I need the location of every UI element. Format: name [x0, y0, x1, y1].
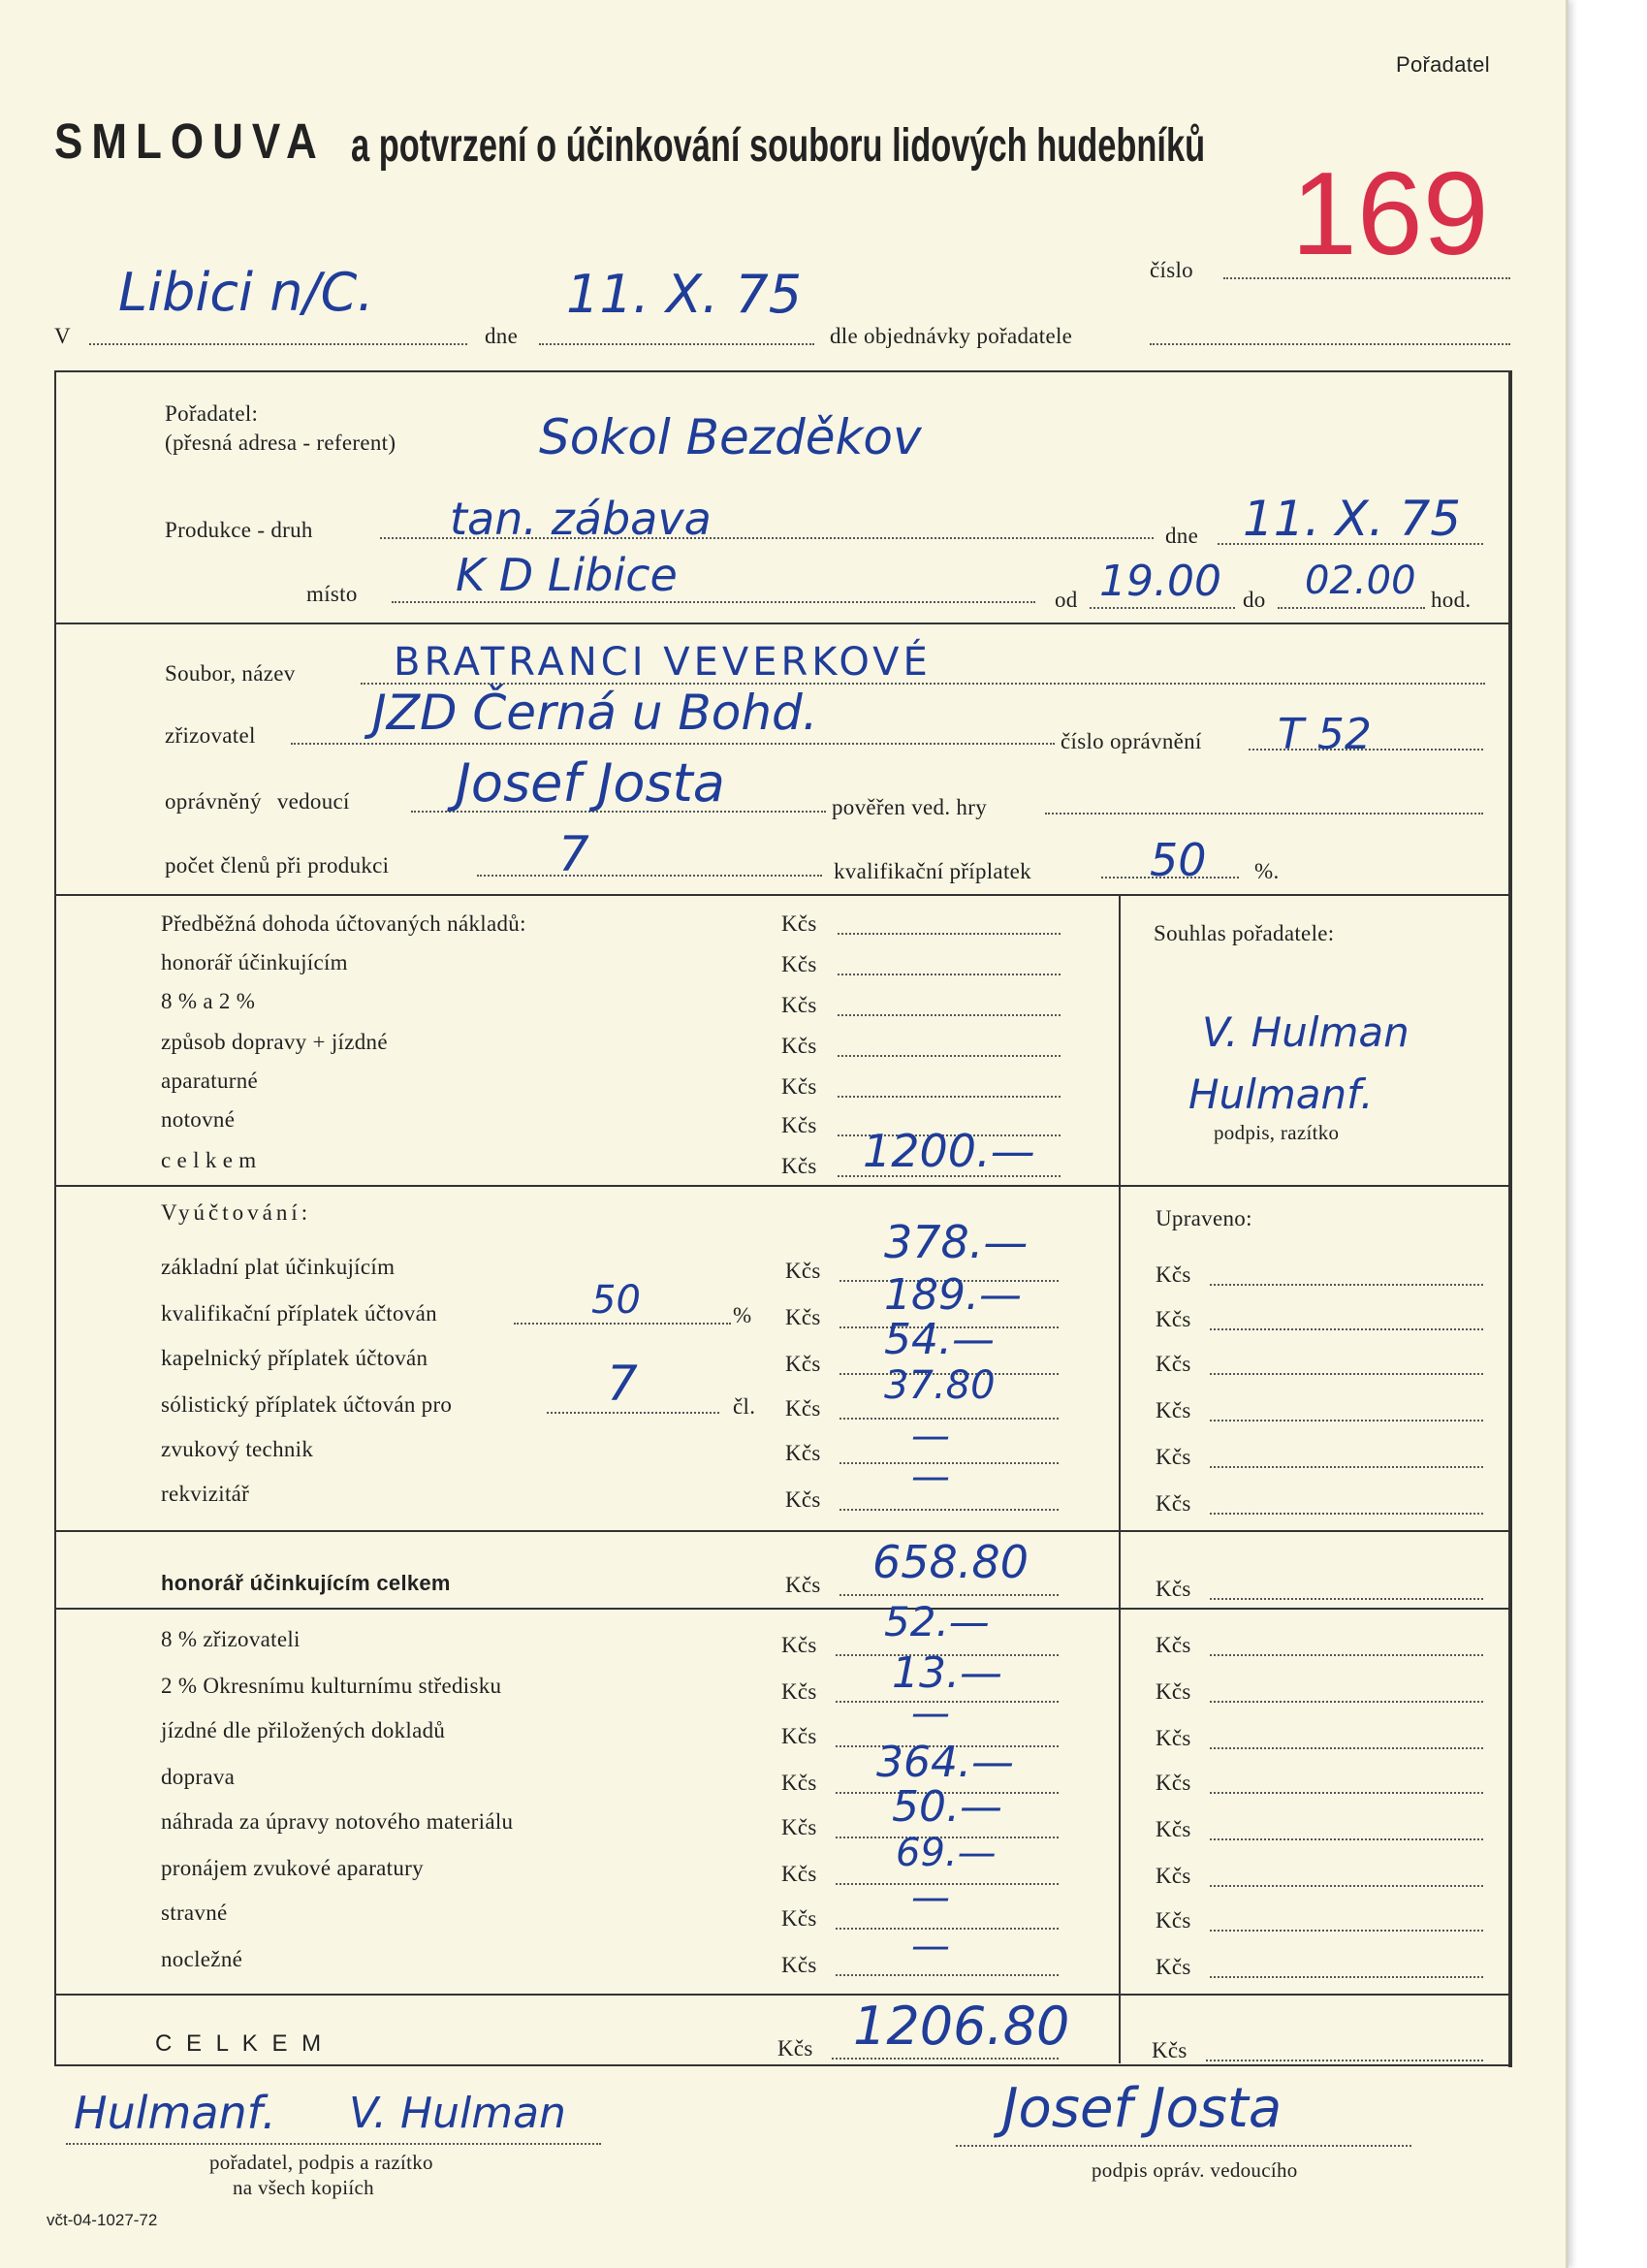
- od-label: od: [1055, 588, 1078, 612]
- predbezna-line-4: [838, 1096, 1061, 1098]
- naklady-currency-1: Kčs: [781, 1679, 817, 1704]
- naklady-upraveno-line-4: [1210, 1838, 1483, 1840]
- predbezna-currency-0: Kčs: [781, 911, 817, 936]
- vyuctovani-mid-1: 50: [591, 1278, 641, 1323]
- honorar-upraveno-line: [1210, 1598, 1483, 1600]
- vyuctovani-value-3: 37.80: [884, 1363, 996, 1408]
- naklady-upraveno-currency-2: Kčs: [1156, 1726, 1191, 1750]
- vyuctovani-value-5: —: [911, 1454, 950, 1499]
- footer-poradatel-caption-1: pořadatel, podpis a razítko: [209, 2151, 433, 2174]
- vyuctovani-unit-3: čl.: [733, 1394, 756, 1419]
- upraveno-line-5: [1210, 1513, 1483, 1515]
- predbezna-currency-5: Kčs: [781, 1113, 817, 1137]
- naklady-currency-3: Kčs: [781, 1771, 817, 1795]
- povereni-label: pověřen ved. hry: [832, 795, 987, 819]
- do-value: 02.00: [1305, 559, 1416, 603]
- document-number: 169: [1291, 147, 1489, 279]
- predbezna-currency-1: Kčs: [781, 952, 817, 976]
- souhlas-podpis-label: podpis, razítko: [1214, 1121, 1340, 1144]
- naklady-value-6: —: [911, 1875, 950, 1920]
- produkce-label: Produkce - druh: [165, 518, 313, 542]
- upraveno-label: Upraveno:: [1156, 1206, 1252, 1230]
- kvalif-value: 50: [1150, 834, 1207, 886]
- predbezna-label-2: 8 % a 2 %: [161, 989, 256, 1013]
- predbezna-label-0: Předběžná dohoda účtovaných nákladů:: [161, 911, 526, 936]
- title-smlouva: SMLOUVA: [54, 114, 326, 170]
- predbezna-label-3: způsob dopravy + jízdné: [161, 1030, 388, 1054]
- upraveno-currency-2: Kčs: [1156, 1352, 1191, 1376]
- divider-2: [54, 894, 1510, 896]
- vedouci-value: Josef Josta: [456, 752, 725, 814]
- objednavky-label: dle objednávky pořadatele: [830, 324, 1073, 348]
- vyuctovani-currency-2: Kčs: [785, 1352, 821, 1376]
- naklady-upraveno-currency-7: Kčs: [1156, 1955, 1191, 1979]
- zrizovatel-label: zřizovatel: [165, 723, 256, 748]
- naklady-label-1: 2 % Okresnímu kulturnímu středisku: [161, 1674, 502, 1698]
- predbezna-currency-4: Kčs: [781, 1074, 817, 1099]
- naklady-value-0: 52.—: [884, 1598, 990, 1645]
- naklady-label-3: doprava: [161, 1765, 236, 1789]
- predbezna-currency-2: Kčs: [781, 993, 817, 1017]
- misto-line: [392, 601, 1035, 603]
- celkem-line: [832, 2058, 1059, 2060]
- divider-1: [54, 623, 1510, 624]
- vyuctovani-mid-3: 7: [607, 1356, 638, 1412]
- misto-label: místo: [306, 582, 358, 606]
- soubor-value: BRATRANCI VEVERKOVÉ: [394, 640, 932, 685]
- upraveno-line-1: [1210, 1328, 1483, 1330]
- produkce-dne-label: dne: [1165, 524, 1199, 548]
- upraveno-line-2: [1210, 1373, 1483, 1375]
- naklady-line-7: [836, 1974, 1059, 1976]
- soubor-label: Soubor, název: [165, 661, 296, 686]
- naklady-upraveno-currency-0: Kčs: [1156, 1633, 1191, 1657]
- upraveno-currency-0: Kčs: [1156, 1262, 1191, 1287]
- dne-value: 11. X. 75: [566, 264, 803, 325]
- poradatel-value: Sokol Bezděkov: [539, 409, 922, 465]
- do-label: do: [1243, 588, 1266, 612]
- divider-5: [54, 1608, 1510, 1610]
- vyuctovani-value-2: 54.—: [884, 1315, 995, 1364]
- poradatel-label: Pořadatel:: [165, 401, 259, 426]
- vyuctovani-currency-3: Kčs: [785, 1396, 821, 1421]
- honorar-label: honorář účinkujícím celkem: [161, 1571, 451, 1595]
- predbezna-currency-6: Kčs: [781, 1154, 817, 1178]
- predbezna-label-6: c e l k e m: [161, 1148, 257, 1172]
- naklady-currency-2: Kčs: [781, 1724, 817, 1748]
- naklady-label-4: náhrada za úpravy notového materiálu: [161, 1809, 514, 1834]
- vyuctovani-value-1: 189.—: [884, 1270, 1022, 1320]
- upraveno-line-4: [1210, 1466, 1483, 1468]
- vyuctovani-value-0: 378.—: [884, 1216, 1029, 1268]
- honorar-value: 658.80: [872, 1536, 1029, 1588]
- naklady-value-4: 50.—: [892, 1782, 1002, 1832]
- predbezna-line-3: [838, 1055, 1061, 1057]
- vyuctovani-currency-1: Kčs: [785, 1305, 821, 1329]
- upraveno-line-3: [1210, 1420, 1483, 1421]
- cislo-label: číslo: [1150, 258, 1193, 282]
- cislo-line: [1223, 277, 1510, 279]
- zrizovatel-value: JZD Černá u Bohd.: [372, 685, 818, 741]
- predbezna-label-4: aparaturné: [161, 1069, 259, 1093]
- pocet-value: 7: [558, 826, 589, 882]
- honorar-line: [839, 1594, 1059, 1596]
- column-divider: [1119, 894, 1121, 2063]
- predbezna-label-1: honorář účinkujícím: [161, 950, 348, 974]
- right-border: [1508, 370, 1512, 2067]
- footer-poradatel-signature-1: Hulmanf.: [74, 2087, 276, 2139]
- vyuctovani-mid-line-1: [514, 1323, 731, 1325]
- vyuctovani-label-5: rekvizitář: [161, 1482, 250, 1506]
- naklady-upraveno-line-6: [1210, 1930, 1483, 1932]
- upraveno-currency-5: Kčs: [1156, 1491, 1191, 1516]
- vyuctovani-mid-line-3: [547, 1412, 719, 1414]
- celkem-label: C E L K E M: [155, 2030, 326, 2057]
- vyuctovani-currency-0: Kčs: [785, 1259, 821, 1283]
- divider-6: [54, 1994, 1510, 1996]
- opravneni-label: číslo oprávnění: [1061, 729, 1202, 753]
- upraveno-line-0: [1210, 1284, 1483, 1286]
- vedouci-label: oprávněný vedoucí: [165, 789, 350, 814]
- naklady-label-5: pronájem zvukové aparatury: [161, 1856, 424, 1880]
- opravneni-value: T 52: [1278, 710, 1372, 759]
- footer-poradatel-signature-2: V. Hulman: [349, 2089, 566, 2138]
- title-rest: a potvrzení o účinkování souboru lidových hudebníků: [351, 120, 1206, 172]
- v-line: [89, 343, 467, 345]
- upraveno-currency-1: Kčs: [1156, 1307, 1191, 1331]
- naklady-value-5: 69.—: [896, 1831, 997, 1875]
- naklady-upraveno-line-1: [1210, 1701, 1483, 1703]
- objednavky-line: [1150, 343, 1510, 345]
- vyuctovani-line-5: [839, 1509, 1059, 1511]
- od-line: [1090, 607, 1235, 609]
- predbezna-line-1: [838, 974, 1061, 975]
- celkem-value: 1206.80: [853, 1996, 1070, 2057]
- predbezna-currency-3: Kčs: [781, 1034, 817, 1058]
- dne-label: dne: [485, 324, 519, 348]
- honorar-currency: Kčs: [785, 1573, 821, 1597]
- footer-vedouci-caption: podpis opráv. vedoucího: [1092, 2158, 1298, 2182]
- naklady-value-2: —: [911, 1691, 950, 1736]
- footer-vedouci-signature: Josef Josta: [1002, 2077, 1283, 2140]
- naklady-currency-4: Kčs: [781, 1815, 817, 1839]
- povereni-line: [1045, 813, 1483, 815]
- percent-sign: %.: [1254, 859, 1280, 883]
- hod-label: hod.: [1431, 588, 1472, 612]
- pocet-line: [477, 875, 822, 877]
- vyuctovani-label-1: kvalifikační příplatek účtován: [161, 1301, 437, 1326]
- predbezna-label-5: notovné: [161, 1107, 236, 1132]
- divider-3: [54, 1185, 1510, 1187]
- honorar-upraveno-currency: Kčs: [1156, 1577, 1191, 1601]
- od-value: 19.00: [1099, 557, 1221, 606]
- naklady-upraveno-line-0: [1210, 1654, 1483, 1656]
- naklady-label-0: 8 % zřizovateli: [161, 1627, 301, 1651]
- kvalif-label: kvalifikační příplatek: [834, 859, 1031, 883]
- naklady-upraveno-line-3: [1210, 1792, 1483, 1794]
- naklady-upraveno-line-5: [1210, 1885, 1483, 1887]
- zrizovatel-line: [291, 743, 1055, 745]
- footer-poradatel-caption-2: na všech kopiích: [233, 2176, 374, 2199]
- celkem-right-currency: Kčs: [1152, 2038, 1188, 2062]
- vyuctovani-label-3: sólistický příplatek účtován pro: [161, 1392, 453, 1417]
- vyuctovani-label-4: zvukový technik: [161, 1437, 314, 1461]
- upraveno-currency-3: Kčs: [1156, 1398, 1191, 1422]
- naklady-label-6: stravné: [161, 1901, 228, 1925]
- do-line: [1278, 607, 1425, 609]
- naklady-upraveno-currency-5: Kčs: [1156, 1864, 1191, 1888]
- naklady-value-7: —: [911, 1924, 950, 1968]
- footer-poradatel-line: [66, 2143, 601, 2145]
- vyuctovani-unit-1: %: [733, 1303, 752, 1327]
- naklady-upraveno-currency-1: Kčs: [1156, 1679, 1191, 1704]
- vyuctovani-currency-4: Kčs: [785, 1441, 821, 1465]
- footer-vedouci-line: [956, 2145, 1411, 2147]
- souhlas-label: Souhlas pořadatele:: [1154, 921, 1335, 945]
- poradatel-sublabel: (přesná adresa - referent): [165, 431, 396, 455]
- souhlas-signature-1: V. Hulman: [1202, 1008, 1409, 1056]
- produkce-dne-value: 11. X. 75: [1243, 491, 1462, 547]
- naklady-currency-6: Kčs: [781, 1906, 817, 1931]
- naklady-upraveno-currency-4: Kčs: [1156, 1817, 1191, 1841]
- vyuctovani-heading: Vyúčtování:: [161, 1200, 312, 1225]
- poradatel-corner-label: Pořadatel: [1396, 52, 1490, 77]
- celkem-currency: Kčs: [777, 2036, 813, 2060]
- naklady-currency-7: Kčs: [781, 1953, 817, 1977]
- naklady-label-7: nocležné: [161, 1947, 243, 1971]
- vyuctovani-label-2: kapelnický příplatek účtován: [161, 1346, 428, 1370]
- dne-line: [539, 343, 814, 345]
- celkem-right-line: [1206, 2060, 1483, 2061]
- pocet-label: počet členů při produkci: [165, 853, 390, 878]
- predbezna-line-0: [838, 933, 1061, 935]
- form-code: včt-04-1027-72: [47, 2211, 158, 2229]
- naklady-currency-5: Kčs: [781, 1862, 817, 1886]
- produkce-value: tan. zábava: [450, 493, 712, 545]
- naklady-label-2: jízdné dle přiložených dokladů: [161, 1718, 446, 1742]
- predbezna-value-6: 1200.—: [863, 1125, 1035, 1177]
- naklady-value-1: 13.—: [892, 1648, 1002, 1698]
- vyuctovani-label-0: základní plat účinkujícím: [161, 1255, 396, 1279]
- divider-4: [54, 1530, 1510, 1532]
- v-label: V: [54, 324, 71, 348]
- misto-value: K D Libice: [456, 549, 678, 601]
- naklady-currency-0: Kčs: [781, 1633, 817, 1657]
- predbezna-line-2: [838, 1014, 1061, 1016]
- vyuctovani-value-4: —: [911, 1414, 950, 1458]
- naklady-value-3: 364.—: [876, 1738, 1014, 1787]
- naklady-upraveno-currency-3: Kčs: [1156, 1771, 1191, 1795]
- naklady-upraveno-line-2: [1210, 1747, 1483, 1749]
- vyuctovani-currency-5: Kčs: [785, 1487, 821, 1512]
- souhlas-signature-2: Hulmanf.: [1188, 1070, 1374, 1118]
- v-value: Libici n/C.: [118, 262, 374, 323]
- upraveno-currency-4: Kčs: [1156, 1445, 1191, 1469]
- naklady-upraveno-currency-6: Kčs: [1156, 1908, 1191, 1933]
- naklady-upraveno-line-7: [1210, 1976, 1483, 1978]
